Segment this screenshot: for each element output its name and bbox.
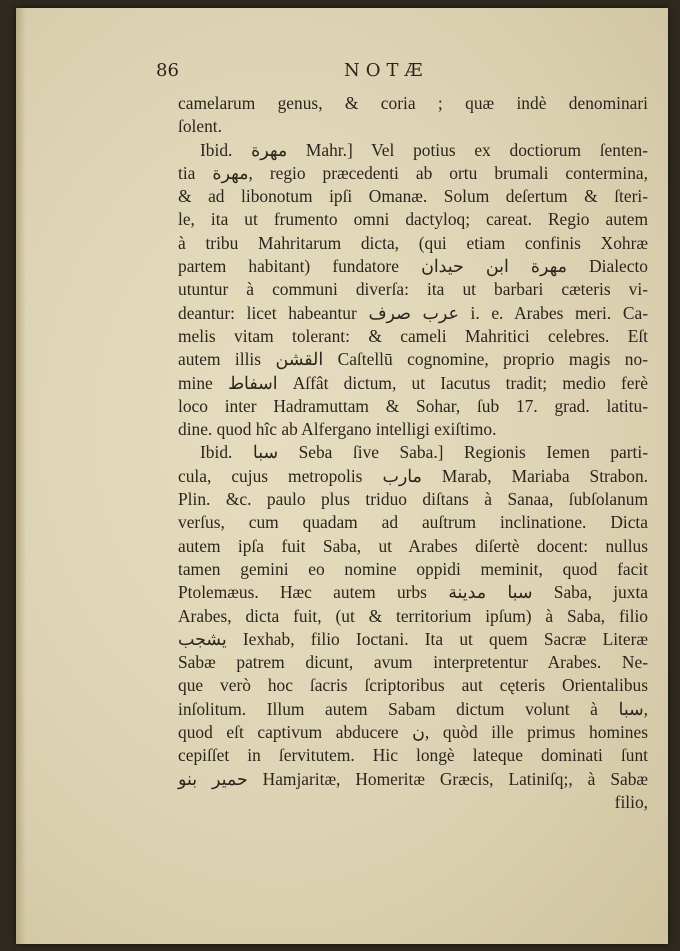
text-line: melis vitam tolerant: & cameli Mahritici celebres. Eſt xyxy=(178,325,648,346)
text-line: cepiſſet in ſervitutem. Hic longè lateque dominati ſunt xyxy=(178,745,648,766)
page-gutter-shadow xyxy=(16,8,26,944)
text-line: camelarum genus, & coria ; quæ indè denominari xyxy=(178,93,648,113)
text-line: Ibid. مهرة Mahr.] Vel potius ex doctiorum ſenten- xyxy=(200,139,648,160)
text-line: deantur: licet habeantur عرب صرف i. e. Arabes meri. Ca- xyxy=(178,302,648,323)
text-line: autem ipſa fuit Saba, ut Arabes diſertè docent: nullus xyxy=(178,535,648,556)
text-line: Arabes, dicta fuit, (ut & territorium ipſum) à Saba, filio xyxy=(178,605,648,626)
text-line: autem illis القشن Caſtellū cognomine, proprio magis no- xyxy=(178,349,648,370)
text-line: tamen gemini eo nomine oppidi meminit, quod facit xyxy=(178,558,648,579)
text-line: Plin. &c. paulo plus triduo diſtans à Sanaa, ſubſolanum xyxy=(178,489,648,510)
text-line: à tribu Mahritarum dicta, (qui etiam confinis Xohræ xyxy=(178,232,648,253)
body-text xyxy=(178,92,648,814)
text-line: & ad libonotum ipſi Omanæ. Solum deſertum & ſteri- xyxy=(178,186,648,207)
text-line: Ibid. سبا Seba ſive Saba.] Regionis Iemen parti- xyxy=(200,442,649,463)
text-line: le, ita ut frumento omni dactyloq; careat. Regio autem xyxy=(178,209,648,230)
text-line: filio, xyxy=(614,791,648,812)
text-line: dine. quod hîc ab Alfergano intelligi exiſtimo. xyxy=(178,419,497,440)
text-line: verſus, cum quadam ad auſtrum inclinatione. Dicta xyxy=(178,512,648,533)
text-line: mine اسفاط Aſfât dictum, ut Iacutus tradit; medio ferè xyxy=(178,372,648,393)
text-line: Ptolemæus. Hæc autem urbs سبا مدينة Saba, juxta xyxy=(178,582,649,603)
text-line: que verò hoc ſacris ſcriptoribus aut cęteris Orientalibus xyxy=(178,675,648,696)
text-line: quod eſt captivum abducere ن, quòd ille primus homines xyxy=(178,722,648,743)
page-header xyxy=(156,60,626,88)
text-line: tia مهرة, regio præcedenti ab ortu brumali contermina, xyxy=(178,162,648,183)
book-page xyxy=(16,8,668,944)
page-number: 86 xyxy=(156,60,179,81)
text-line: يشجب Iexhab, filio Ioctani. Ita ut quem Sacræ Literæ xyxy=(178,628,648,649)
text-line: cula, cujus metropolis مارب Marab, Mariaba Strabon. xyxy=(178,465,648,486)
text-line: partem habitant) fundatore مهرة ابن حيدان Dialecto xyxy=(178,256,648,277)
text-line: inſolitum. Illum autem Sabam dictum volunt à سبا, xyxy=(178,698,648,719)
text-line: Sabæ patrem dicunt, avum interpretentur Arabes. Ne- xyxy=(178,652,648,673)
text-line: ſolent. xyxy=(178,116,222,137)
text-line: loco inter Hadramuttam & Sohar, ſub 17. grad. latitu- xyxy=(178,395,648,416)
text-line: حمير بنو Hamjaritæ, Homeritæ Græcis, Latiniſq;, à Sabæ xyxy=(178,768,648,789)
running-head: NOTÆ xyxy=(344,60,429,81)
text-line: utuntur à communi diverſa: ita ut barbari cæteris vi- xyxy=(178,279,648,300)
